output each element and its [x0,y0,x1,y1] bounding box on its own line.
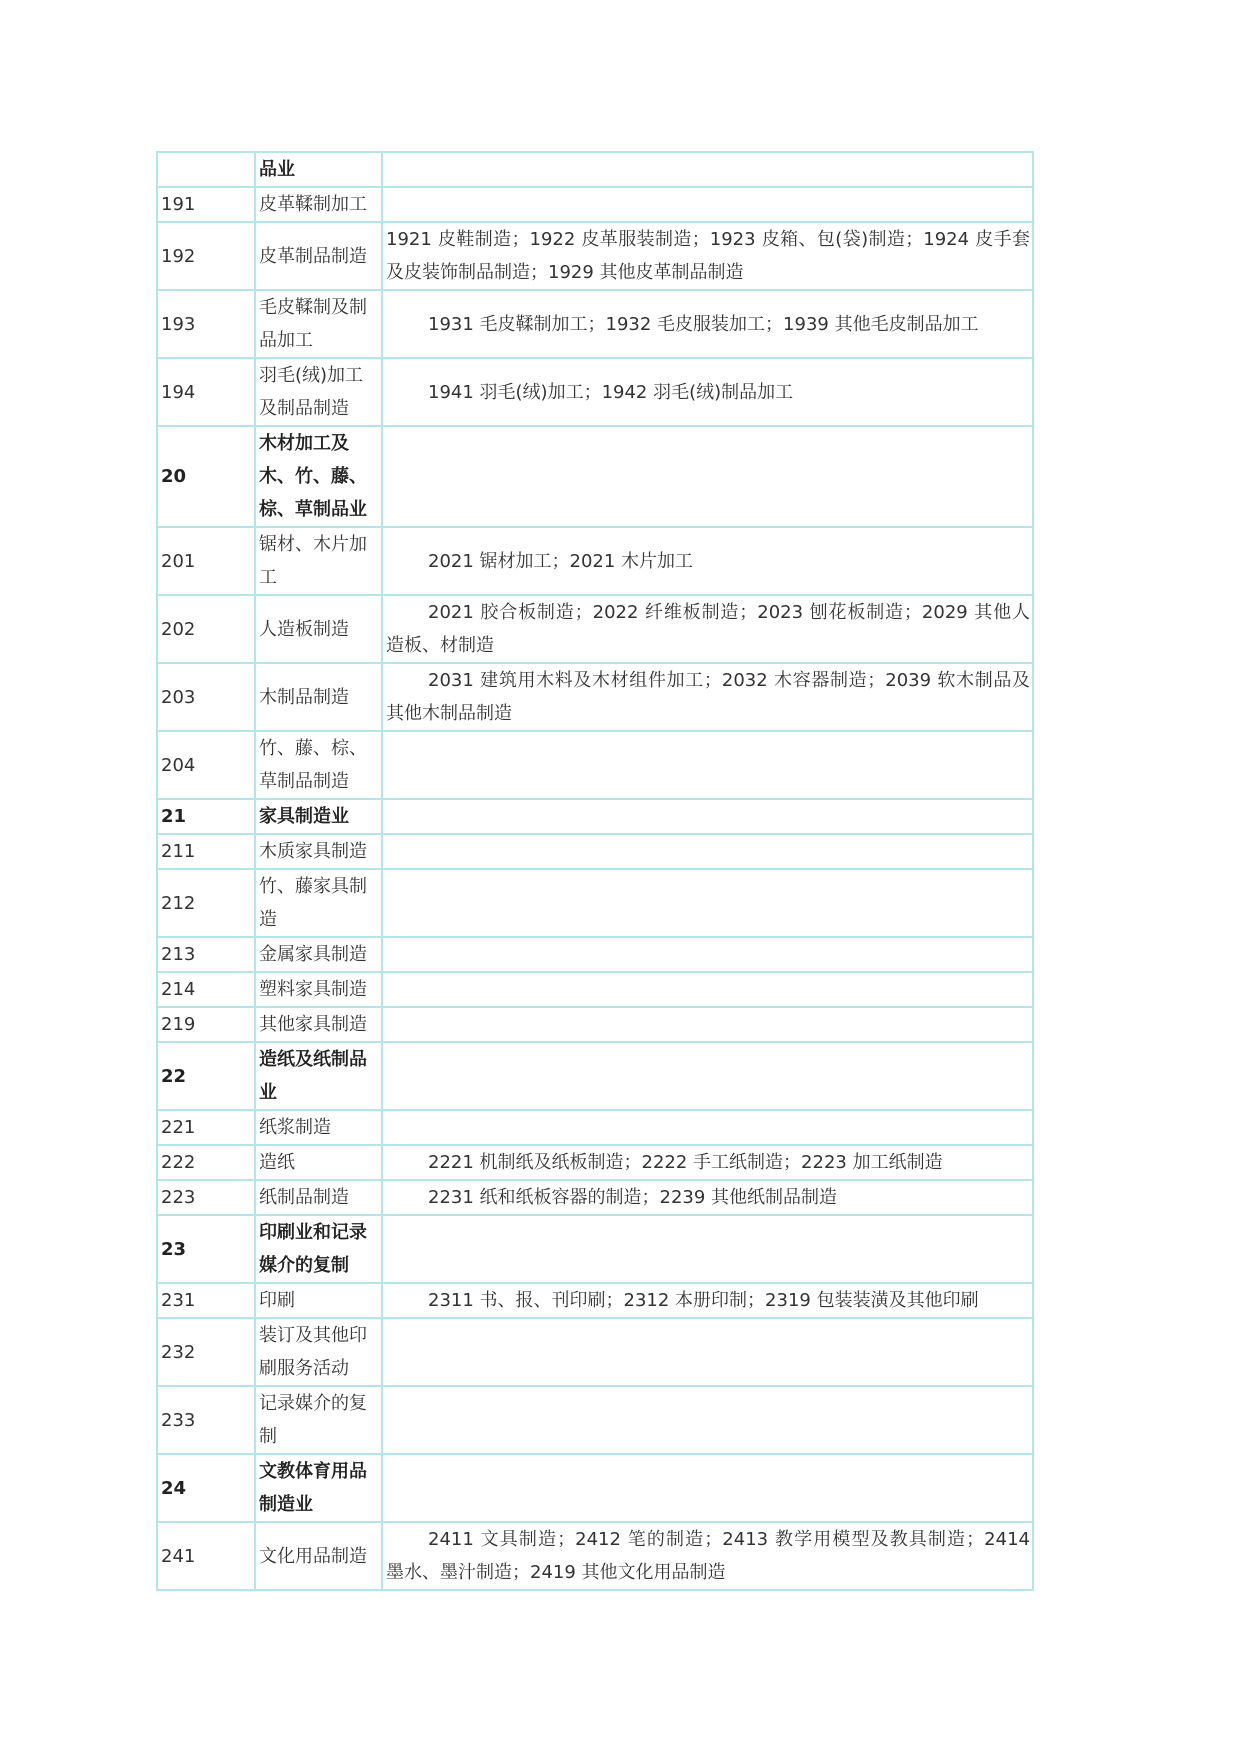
name-cell: 毛皮鞣制及制品加工 [255,290,382,358]
code-cell: 231 [157,1283,255,1318]
desc-cell: 2021 锯材加工；2021 木片加工 [382,527,1033,595]
desc-cell [382,731,1033,799]
table-row [157,187,1033,222]
desc-cell [382,937,1033,972]
name-cell: 品业 [255,152,382,187]
name-cell: 其他家具制造 [255,1007,382,1042]
desc-cell: 1941 羽毛(绒)加工；1942 羽毛(绒)制品加工 [382,358,1033,426]
code-cell: 233 [157,1386,255,1454]
desc-cell: 2021 胶合板制造；2022 纤维板制造；2023 刨花板制造；2029 其他人造板、材制造 [382,595,1033,663]
desc-cell [382,1454,1033,1522]
desc-cell: 1931 毛皮鞣制加工；1932 毛皮服装加工；1939 其他毛皮制品加工 [382,290,1033,358]
table-row [157,972,1033,1007]
table-row [157,1318,1033,1386]
industry-classification-table [156,151,1034,1591]
name-cell: 木材加工及木、竹、藤、棕、草制品业 [255,426,382,527]
code-cell: 192 [157,222,255,290]
name-cell: 皮革制品制造 [255,222,382,290]
desc-cell [382,187,1033,222]
table-row [157,1007,1033,1042]
code-cell: 191 [157,187,255,222]
code-cell: 223 [157,1180,255,1215]
name-cell: 木质家具制造 [255,834,382,869]
code-cell: 21 [157,799,255,834]
name-cell: 人造板制造 [255,595,382,663]
code-cell: 222 [157,1145,255,1180]
name-cell: 羽毛(绒)加工及制品制造 [255,358,382,426]
desc-cell [382,869,1033,937]
code-cell: 211 [157,834,255,869]
table-row [157,1110,1033,1145]
table-row [157,595,1033,663]
table-row [157,1145,1033,1180]
desc-cell [382,1110,1033,1145]
name-cell: 纸制品制造 [255,1180,382,1215]
desc-cell [382,426,1033,527]
table-row [157,290,1033,358]
table-row [157,1386,1033,1454]
code-cell: 22 [157,1042,255,1110]
table-body [157,152,1033,1590]
table-row-category [157,152,1033,187]
desc-cell [382,1007,1033,1042]
code-cell: 221 [157,1110,255,1145]
desc-cell: 2221 机制纸及纸板制造；2222 手工纸制造；2223 加工纸制造 [382,1145,1033,1180]
name-cell: 塑料家具制造 [255,972,382,1007]
desc-cell: 2411 文具制造；2412 笔的制造；2413 教学用模型及教具制造；2414 墨水、墨汁制造；2419 其他文化用品制造 [382,1522,1033,1590]
name-cell: 纸浆制造 [255,1110,382,1145]
desc-cell [382,834,1033,869]
name-cell: 记录媒介的复制 [255,1386,382,1454]
table-row [157,222,1033,290]
name-cell: 木制品制造 [255,663,382,731]
code-cell: 219 [157,1007,255,1042]
name-cell: 皮革鞣制加工 [255,187,382,222]
name-cell: 文化用品制造 [255,1522,382,1590]
name-cell: 造纸及纸制品业 [255,1042,382,1110]
desc-cell: 2031 建筑用木料及木材组件加工；2032 木容器制造；2039 软木制品及其他木制品制造 [382,663,1033,731]
code-cell: 194 [157,358,255,426]
name-cell: 装订及其他印刷服务活动 [255,1318,382,1386]
desc-cell [382,1042,1033,1110]
table-row-category [157,799,1033,834]
table-row [157,731,1033,799]
desc-cell [382,152,1033,187]
desc-cell [382,799,1033,834]
table-row-category [157,1215,1033,1283]
code-cell: 24 [157,1454,255,1522]
code-cell: 20 [157,426,255,527]
name-cell: 造纸 [255,1145,382,1180]
name-cell: 竹、藤、棕、草制品制造 [255,731,382,799]
desc-cell: 1921 皮鞋制造；1922 皮革服装制造；1923 皮箱、包(袋)制造；1924 皮手套及皮装饰制品制造；1929 其他皮革制品制造 [382,222,1033,290]
table-row-category [157,426,1033,527]
code-cell [157,152,255,187]
code-cell: 212 [157,869,255,937]
code-cell: 241 [157,1522,255,1590]
code-cell: 203 [157,663,255,731]
code-cell: 214 [157,972,255,1007]
name-cell: 文教体育用品制造业 [255,1454,382,1522]
table-row [157,1180,1033,1215]
code-cell: 23 [157,1215,255,1283]
code-cell: 193 [157,290,255,358]
desc-cell [382,1386,1033,1454]
name-cell: 家具制造业 [255,799,382,834]
desc-cell: 2231 纸和纸板容器的制造；2239 其他纸制品制造 [382,1180,1033,1215]
table-row-category [157,1454,1033,1522]
desc-cell [382,972,1033,1007]
name-cell: 金属家具制造 [255,937,382,972]
desc-cell [382,1318,1033,1386]
table-row [157,1283,1033,1318]
table-row [157,527,1033,595]
code-cell: 202 [157,595,255,663]
code-cell: 232 [157,1318,255,1386]
name-cell: 锯材、木片加工 [255,527,382,595]
table-row [157,663,1033,731]
code-cell: 213 [157,937,255,972]
table-row [157,834,1033,869]
table-row [157,358,1033,426]
name-cell: 印刷业和记录媒介的复制 [255,1215,382,1283]
desc-cell [382,1215,1033,1283]
code-cell: 204 [157,731,255,799]
table-row [157,937,1033,972]
table-row [157,869,1033,937]
table-row-category [157,1042,1033,1110]
desc-cell: 2311 书、报、刊印刷；2312 本册印制；2319 包装装潢及其他印刷 [382,1283,1033,1318]
name-cell: 竹、藤家具制造 [255,869,382,937]
table-row [157,1522,1033,1590]
name-cell: 印刷 [255,1283,382,1318]
code-cell: 201 [157,527,255,595]
